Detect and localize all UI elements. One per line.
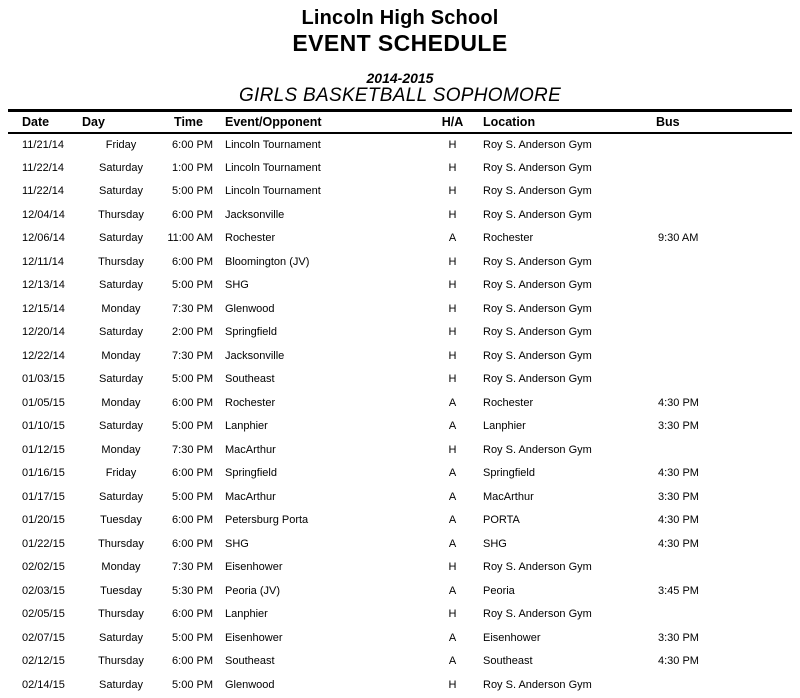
cell-bus — [650, 203, 792, 227]
cell-bus: 3:30 PM — [658, 631, 699, 644]
cell-location: Lanphier — [483, 420, 526, 433]
season-label: 2014-2015 — [366, 70, 434, 86]
cell-event: Bloomington (JV) — [225, 255, 310, 268]
school-name: Lincoln High School — [301, 7, 499, 29]
table-row — [8, 603, 792, 627]
table-row — [8, 344, 792, 368]
cell-location: PORTA — [483, 514, 520, 527]
cell-home-away: H — [448, 302, 457, 315]
cell-time: 6:00 PM — [172, 208, 213, 221]
table-row — [8, 415, 792, 439]
cell-event: MacArthur — [225, 490, 276, 503]
cell-location: Roy S. Anderson Gym — [483, 373, 592, 386]
cell-event: Lanphier — [225, 420, 268, 433]
cell-time: 7:30 PM — [172, 561, 213, 574]
cell-home-away: H — [448, 161, 457, 174]
cell-event: Lincoln Tournament — [225, 185, 321, 198]
cell-day: Saturday — [98, 420, 144, 433]
cell-home-away: H — [448, 185, 457, 198]
cell-bus: 9:30 AM — [658, 232, 699, 245]
cell-bus: 3:30 PM — [658, 490, 699, 503]
cell-home-away: H — [448, 373, 457, 386]
cell-day: Thursday — [98, 208, 144, 221]
cell-bus — [650, 250, 792, 274]
cell-time: 7:30 PM — [172, 443, 213, 456]
cell-day: Saturday — [98, 185, 144, 198]
table-row — [8, 180, 792, 204]
cell-date: 11/22/14 — [22, 161, 65, 174]
cell-bus: 4:30 PM — [658, 655, 699, 668]
cell-bus — [650, 180, 792, 204]
cell-date: 01/12/15 — [22, 443, 65, 456]
cell-home-away: H — [448, 279, 457, 292]
cell-date: 11/21/14 — [22, 138, 65, 151]
cell-date: 02/03/15 — [22, 584, 65, 597]
table-row — [8, 297, 792, 321]
cell-time: 5:00 PM — [172, 490, 213, 503]
cell-home-away: A — [448, 396, 457, 409]
cell-date: 12/04/14 — [22, 208, 65, 221]
cell-time: 6:00 PM — [172, 467, 213, 480]
cell-date: 02/14/15 — [22, 678, 65, 691]
cell-day: Thursday — [98, 255, 144, 268]
cell-time: 5:00 PM — [172, 631, 213, 644]
table-row — [8, 438, 792, 462]
cell-time: 5:00 PM — [172, 678, 213, 691]
cell-date: 12/15/14 — [22, 302, 65, 315]
column-header-home-away: H/A — [435, 111, 470, 133]
cell-bus: 4:30 PM — [658, 537, 699, 550]
table-row — [8, 156, 792, 180]
cell-home-away: H — [448, 326, 457, 339]
table-row — [8, 227, 792, 251]
table-row — [8, 532, 792, 556]
cell-location: Roy S. Anderson Gym — [483, 443, 592, 456]
cell-date: 02/12/15 — [22, 655, 65, 668]
cell-home-away: H — [448, 561, 457, 574]
column-header-time: Time — [162, 111, 215, 133]
cell-location: Roy S. Anderson Gym — [483, 349, 592, 362]
table-row — [8, 274, 792, 298]
cell-day: Thursday — [98, 655, 144, 668]
cell-bus: 4:30 PM — [658, 514, 699, 527]
column-header-event: Event/Opponent — [215, 111, 435, 133]
schedule-body — [8, 133, 792, 697]
cell-event: Glenwood — [225, 678, 275, 691]
cell-location: Roy S. Anderson Gym — [483, 302, 592, 315]
cell-time: 7:30 PM — [172, 302, 213, 315]
cell-event: Jacksonville — [225, 349, 285, 362]
cell-day: Monday — [101, 443, 141, 456]
cell-bus — [650, 344, 792, 368]
table-row — [8, 368, 792, 392]
team-name: GIRLS BASKETBALL SOPHOMORE — [238, 85, 562, 106]
cell-event: Petersburg Porta — [225, 514, 309, 527]
cell-event: Southeast — [225, 655, 275, 668]
cell-home-away: A — [448, 232, 457, 245]
table-row — [8, 626, 792, 650]
cell-bus — [650, 297, 792, 321]
cell-location: Eisenhower — [483, 631, 541, 644]
cell-date: 11/22/14 — [22, 185, 65, 198]
cell-day: Saturday — [98, 279, 144, 292]
cell-time: 5:00 PM — [172, 279, 213, 292]
column-header-day: Day — [80, 111, 162, 133]
cell-date: 01/05/15 — [22, 396, 65, 409]
cell-date: 02/05/15 — [22, 608, 65, 621]
table-row — [8, 673, 792, 697]
cell-day: Thursday — [98, 608, 144, 621]
cell-time: 5:00 PM — [172, 185, 213, 198]
table-row — [8, 650, 792, 674]
column-header-location: Location — [470, 111, 650, 133]
cell-day: Monday — [101, 349, 141, 362]
cell-bus — [650, 133, 792, 157]
cell-time: 7:30 PM — [172, 349, 213, 362]
cell-event: Lincoln Tournament — [225, 138, 321, 151]
table-header — [8, 111, 792, 133]
cell-event: Jacksonville — [225, 208, 285, 221]
cell-home-away: H — [448, 255, 457, 268]
cell-time: 5:30 PM — [172, 584, 213, 597]
cell-day: Saturday — [98, 161, 144, 174]
cell-day: Saturday — [98, 678, 144, 691]
cell-bus — [650, 321, 792, 345]
cell-bus — [650, 156, 792, 180]
cell-location: Roy S. Anderson Gym — [483, 678, 592, 691]
cell-bus — [650, 673, 792, 697]
cell-bus: 4:30 PM — [658, 467, 699, 480]
cell-home-away: H — [448, 349, 457, 362]
cell-home-away: A — [448, 655, 457, 668]
schedule-table — [8, 109, 792, 697]
cell-event: Springfield — [225, 326, 277, 339]
cell-location: Roy S. Anderson Gym — [483, 279, 592, 292]
cell-location: Roy S. Anderson Gym — [483, 138, 592, 151]
table-row — [8, 556, 792, 580]
table-row — [8, 462, 792, 486]
table-row — [8, 579, 792, 603]
cell-bus — [650, 556, 792, 580]
cell-date: 02/02/15 — [22, 561, 65, 574]
table-row — [8, 321, 792, 345]
cell-day: Saturday — [98, 373, 144, 386]
cell-location: Roy S. Anderson Gym — [483, 561, 592, 574]
cell-event: SHG — [225, 279, 249, 292]
cell-home-away: H — [448, 208, 457, 221]
cell-home-away: A — [448, 467, 457, 480]
table-row — [8, 203, 792, 227]
cell-date: 01/10/15 — [22, 420, 65, 433]
column-header-date: Date — [8, 111, 80, 133]
cell-time: 1:00 PM — [172, 161, 213, 174]
document-header — [0, 0, 800, 106]
cell-bus — [650, 438, 792, 462]
header-row — [8, 111, 792, 133]
cell-event: Lanphier — [225, 608, 268, 621]
cell-bus: 4:30 PM — [658, 396, 699, 409]
cell-event: SHG — [225, 537, 249, 550]
cell-home-away: A — [448, 537, 457, 550]
cell-home-away: H — [448, 443, 457, 456]
page-title: EVENT SCHEDULE — [292, 30, 508, 56]
cell-home-away: A — [448, 490, 457, 503]
cell-bus — [650, 368, 792, 392]
cell-home-away: H — [448, 678, 457, 691]
cell-date: 12/06/14 — [22, 232, 65, 245]
cell-event: Eisenhower — [225, 631, 283, 644]
cell-day: Saturday — [98, 631, 144, 644]
cell-location: MacArthur — [483, 490, 534, 503]
column-header-bus: Bus — [650, 111, 792, 133]
cell-day: Monday — [101, 396, 141, 409]
cell-day: Monday — [101, 561, 141, 574]
cell-location: Roy S. Anderson Gym — [483, 326, 592, 339]
cell-time: 6:00 PM — [172, 608, 213, 621]
cell-event: Rochester — [225, 232, 276, 245]
cell-location: Roy S. Anderson Gym — [483, 161, 592, 174]
cell-location: Roy S. Anderson Gym — [483, 255, 592, 268]
cell-event: Southeast — [225, 373, 275, 386]
cell-date: 01/20/15 — [22, 514, 65, 527]
cell-time: 6:00 PM — [172, 514, 213, 527]
cell-date: 12/20/14 — [22, 326, 65, 339]
schedule-table-wrap — [0, 109, 800, 697]
cell-location: Roy S. Anderson Gym — [483, 208, 592, 221]
cell-bus — [650, 274, 792, 298]
cell-location: Rochester — [483, 232, 534, 245]
cell-home-away: A — [448, 514, 457, 527]
cell-day: Tuesday — [100, 584, 142, 597]
cell-date: 12/22/14 — [22, 349, 65, 362]
cell-location: Peoria — [483, 584, 515, 597]
cell-time: 6:00 PM — [172, 138, 213, 151]
table-row — [8, 133, 792, 157]
cell-time: 6:00 PM — [172, 255, 213, 268]
cell-day: Saturday — [98, 232, 144, 245]
table-row — [8, 509, 792, 533]
cell-time: 2:00 PM — [172, 326, 213, 339]
cell-event: Glenwood — [225, 302, 275, 315]
cell-time: 5:00 PM — [172, 420, 213, 433]
cell-home-away: H — [448, 608, 457, 621]
cell-event: Eisenhower — [225, 561, 283, 574]
cell-time: 6:00 PM — [172, 537, 213, 550]
cell-day: Saturday — [98, 326, 144, 339]
cell-day: Friday — [105, 138, 137, 151]
cell-time: 11:00 AM — [167, 232, 213, 245]
cell-event: Rochester — [225, 396, 276, 409]
cell-location: Rochester — [483, 396, 534, 409]
table-row — [8, 485, 792, 509]
cell-time: 6:00 PM — [172, 655, 213, 668]
cell-date: 01/03/15 — [22, 373, 65, 386]
cell-home-away: H — [448, 138, 457, 151]
cell-date: 01/17/15 — [22, 490, 65, 503]
cell-date: 12/11/14 — [22, 255, 65, 268]
cell-event: Lincoln Tournament — [225, 161, 321, 174]
cell-date: 12/13/14 — [22, 279, 65, 292]
cell-home-away: A — [448, 584, 457, 597]
cell-location: Roy S. Anderson Gym — [483, 608, 592, 621]
cell-day: Friday — [105, 467, 137, 480]
cell-bus: 3:45 PM — [658, 584, 699, 597]
cell-date: 01/22/15 — [22, 537, 65, 550]
cell-home-away: A — [448, 631, 457, 644]
table-row — [8, 391, 792, 415]
cell-event: Peoria (JV) — [225, 584, 281, 597]
cell-day: Thursday — [98, 537, 144, 550]
cell-day: Tuesday — [100, 514, 142, 527]
cell-time: 6:00 PM — [172, 396, 213, 409]
cell-home-away: A — [448, 420, 457, 433]
table-row — [8, 250, 792, 274]
cell-time: 5:00 PM — [172, 373, 213, 386]
cell-date: 01/16/15 — [22, 467, 65, 480]
cell-event: Springfield — [225, 467, 277, 480]
cell-location: SHG — [483, 537, 507, 550]
cell-location: Springfield — [483, 467, 535, 480]
cell-location: Roy S. Anderson Gym — [483, 185, 592, 198]
cell-location: Southeast — [483, 655, 533, 668]
cell-day: Saturday — [98, 490, 144, 503]
cell-event: MacArthur — [225, 443, 276, 456]
cell-bus: 3:30 PM — [658, 420, 699, 433]
cell-date: 02/07/15 — [22, 631, 65, 644]
cell-day: Monday — [101, 302, 141, 315]
cell-bus — [650, 603, 792, 627]
